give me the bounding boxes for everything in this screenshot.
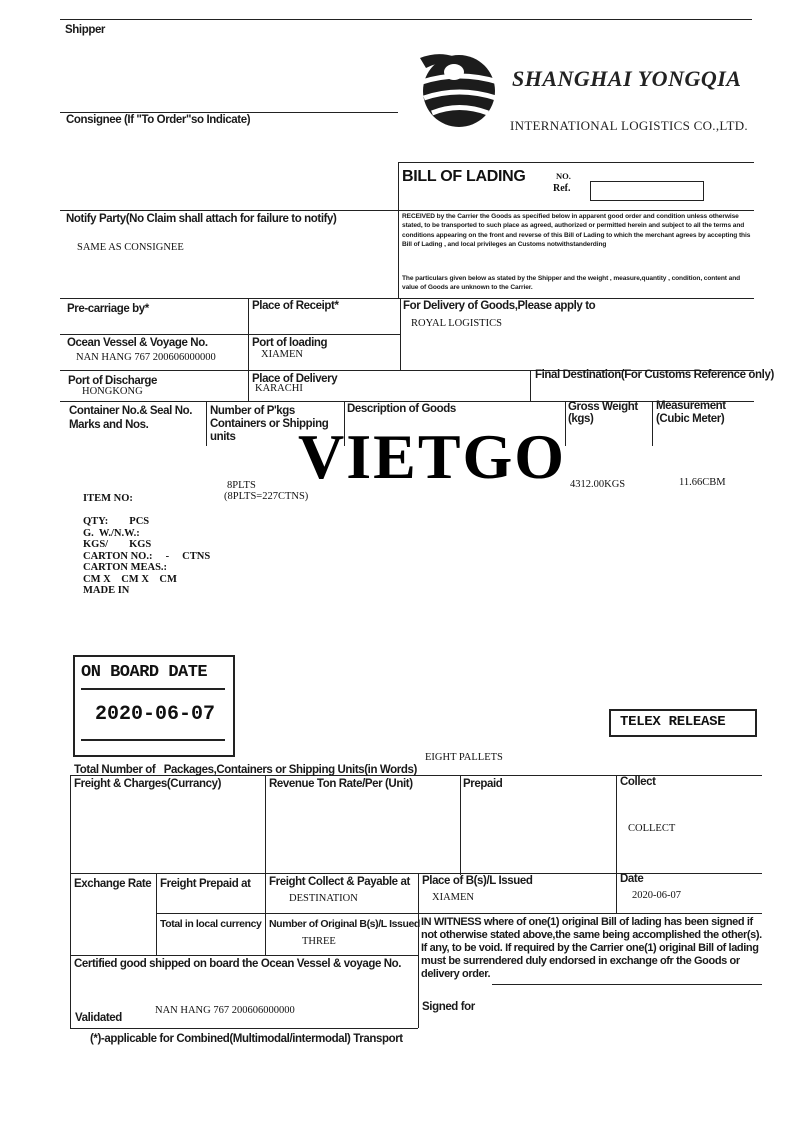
goods-col4 [652, 401, 653, 446]
local-currency-line [156, 913, 418, 914]
routing-top-line [60, 298, 754, 299]
marks-list [83, 516, 210, 597]
packages-value: 8PLTS [227, 480, 256, 491]
container-label: Container No.& Seal No. [69, 405, 193, 417]
company-subtitle: INTERNATIONAL LOGISTICS CO.,LTD. [510, 118, 748, 133]
place-issued-value: XIAMEN [432, 892, 474, 903]
exchange-col1 [156, 873, 157, 955]
vessel-value: NAN HANG 767 200606000000 [76, 352, 216, 363]
exchange-col3 [418, 873, 419, 1028]
witness-line-5: delivery order. [421, 968, 491, 980]
date-value: 2020-06-07 [632, 890, 681, 901]
certified-label: Certified good shipped on board the Ocean Vessel & voyage No. [74, 958, 402, 970]
shipper-label: Shipper [65, 24, 106, 36]
bol-no-label: NO. [556, 171, 571, 181]
date-label: Date [620, 873, 644, 885]
place-receipt-label: Place of Receipt* [252, 300, 339, 312]
witness-line-1: IN WITNESS where of one(1) original Bill of lading has been signed if [421, 916, 753, 928]
marks-label: Marks and Nos. [69, 419, 149, 431]
issued-line [418, 913, 762, 914]
routing-col1 [248, 298, 249, 401]
freight-col2 [460, 775, 461, 875]
marks-line: CARTON MEAS.: [83, 562, 168, 573]
shipper-divider [60, 112, 398, 113]
company-name: SHANGHAI YONGQIA [512, 66, 742, 91]
freight-charges-label: Freight & Charges(Currancy) [74, 778, 222, 790]
witness-line-4: must be surrendered duly endorsed in exchange ofr the Goods or [421, 955, 740, 967]
port-discharge-value: HONGKONG [82, 386, 143, 397]
notify-label: Notify Party(No Claim shall attach for failure to notify) [66, 213, 337, 225]
vessel-label: Ocean Vessel & Voyage No. [67, 337, 208, 349]
left-edge-line [70, 775, 71, 1028]
goods-top-line [60, 401, 754, 402]
exchange-col2 [265, 873, 266, 955]
terms-particulars: The particulars given below as stated by the Shipper and the weight , measure,quantity , condition, content and value of Goods are unknown to the Carrier. [402, 275, 741, 292]
port-discharge-label: Port of Discharge [68, 375, 158, 387]
bol-ref-field[interactable] [590, 181, 704, 201]
top-border-line [60, 19, 752, 20]
gross-weight-label: Gross Weight [568, 401, 638, 413]
measurement-label: Measurement [656, 400, 726, 412]
freight-prepaid-label: Freight Prepaid at [160, 878, 251, 890]
goods-col1 [206, 401, 207, 446]
delivery-apply-value: ROYAL LOGISTICS [411, 318, 502, 329]
item-no-label: ITEM NO: [83, 493, 133, 504]
final-destination-label: Final Destination(For Customs Reference only) [535, 369, 774, 381]
vietgo-watermark: VIETGO [298, 421, 567, 492]
witness-line-2: not otherwise stated above,the same being accomplished the other(s). [421, 929, 762, 941]
telex-release-text: TELEX RELEASE [620, 714, 726, 730]
exchange-col4 [616, 873, 617, 913]
bol-left-divider [398, 162, 399, 214]
on-board-date: 2020-06-07 [95, 703, 216, 726]
pre-carriage-label: Pre-carriage by* [67, 303, 149, 315]
marks-line: CM X CM X CM [83, 573, 177, 585]
routing-col3 [530, 370, 531, 401]
packages-detail-value: (8PLTS=227CTNS) [224, 491, 309, 502]
signed-for-label: Signed for [422, 1001, 475, 1013]
port-loading-value: XIAMEN [261, 349, 303, 360]
num-originals-label: Number of Original B(s)/L Issued [269, 918, 420, 930]
routing-col2 [400, 298, 401, 370]
bol-title-line [398, 162, 754, 163]
marks-line: MADE IN [83, 585, 130, 596]
terms-received: RECEIVED by the Carrier the Goods as specified below in apparent good order and condition unless otherwise stated, to be transported to such place as agreed, authorized or permitted herein and subject to all the terms and conditions appearing on the front and reverse of this Bill of Lading to which the merchant agrees by accepting this Bill of Lading , and local privileges an Customs notwithstanderding [402, 213, 751, 249]
place-delivery-value: KARACHI [255, 383, 303, 394]
freight-collect-value: DESTINATION [289, 893, 358, 904]
measurement-unit-label: (Cubic Meter) [656, 413, 725, 425]
place-issued-label: Place of B(s)/L Issued [422, 875, 533, 887]
validated-label: Validated [75, 1012, 122, 1024]
bol-ref-label: Ref. [553, 183, 571, 194]
on-board-stamp [73, 655, 235, 757]
total-packages-label: Total Number of Packages,Containers or Shipping Units(in Words) [74, 764, 417, 776]
gross-unit-label: (kgs) [568, 413, 594, 425]
bol-title: BILL OF LADING [402, 168, 526, 185]
gross-weight-value: 4312.00KGS [570, 479, 626, 490]
notify-divider [60, 210, 754, 211]
notify-value: SAME AS CONSIGNEE [77, 242, 184, 253]
footnote: (*)-applicable for Combined(Multimodal/intermodal) Transport [90, 1033, 403, 1045]
marks-line: QTY: PCS [83, 516, 150, 527]
marks-line: KGS/ KGS [83, 539, 152, 550]
number-containers-label: Containers or Shipping [210, 418, 329, 430]
number-pkgs-label: Number of P'kgs [210, 405, 295, 417]
terms-left-divider [398, 210, 399, 298]
exchange-rate-label: Exchange Rate [74, 878, 152, 890]
prepaid-label: Prepaid [463, 778, 503, 790]
marks-line: G. W./N.W.: [83, 527, 140, 539]
witness-line-3: If any, to be void. If required by the Carrier one(1) original Bill of lading [421, 942, 759, 954]
on-board-bottom-line [81, 739, 225, 741]
certified-value: NAN HANG 767 200606000000 [155, 1005, 295, 1016]
telex-release-stamp [609, 709, 757, 737]
company-logo [416, 50, 502, 132]
marks-line: CARTON NO.: - CTNS [83, 550, 211, 562]
port-loading-label: Port of loading [252, 337, 328, 349]
revenue-label: Revenue Ton Rate/Per (Unit) [269, 778, 413, 790]
num-originals-value: THREE [302, 936, 336, 947]
number-units-label: units [210, 431, 236, 443]
signed-line [492, 984, 762, 985]
measurement-value: 11.66CBM [679, 477, 726, 488]
routing-mid-line [60, 334, 400, 335]
certified-top-line [70, 955, 418, 956]
on-board-title: ON BOARD DATE [81, 663, 208, 682]
freight-col1 [265, 775, 266, 875]
words-value: EIGHT PALLETS [425, 752, 503, 763]
exchange-top-line [70, 873, 762, 874]
local-currency-label: Total in local currency [160, 918, 262, 930]
description-label: Description of Goods [347, 403, 456, 415]
on-board-underline [81, 688, 225, 690]
collect-label: Collect [620, 776, 656, 788]
certified-bottom-line [70, 1028, 418, 1029]
freight-col3 [616, 775, 617, 875]
delivery-apply-label: For Delivery of Goods,Please apply to [403, 300, 596, 312]
collect-value: COLLECT [628, 823, 676, 834]
freight-collect-label: Freight Collect & Payable at [269, 876, 410, 888]
consignee-label: Consignee (If "To Order"so Indicate) [66, 114, 251, 126]
place-delivery-label: Place of Delivery [252, 373, 338, 385]
